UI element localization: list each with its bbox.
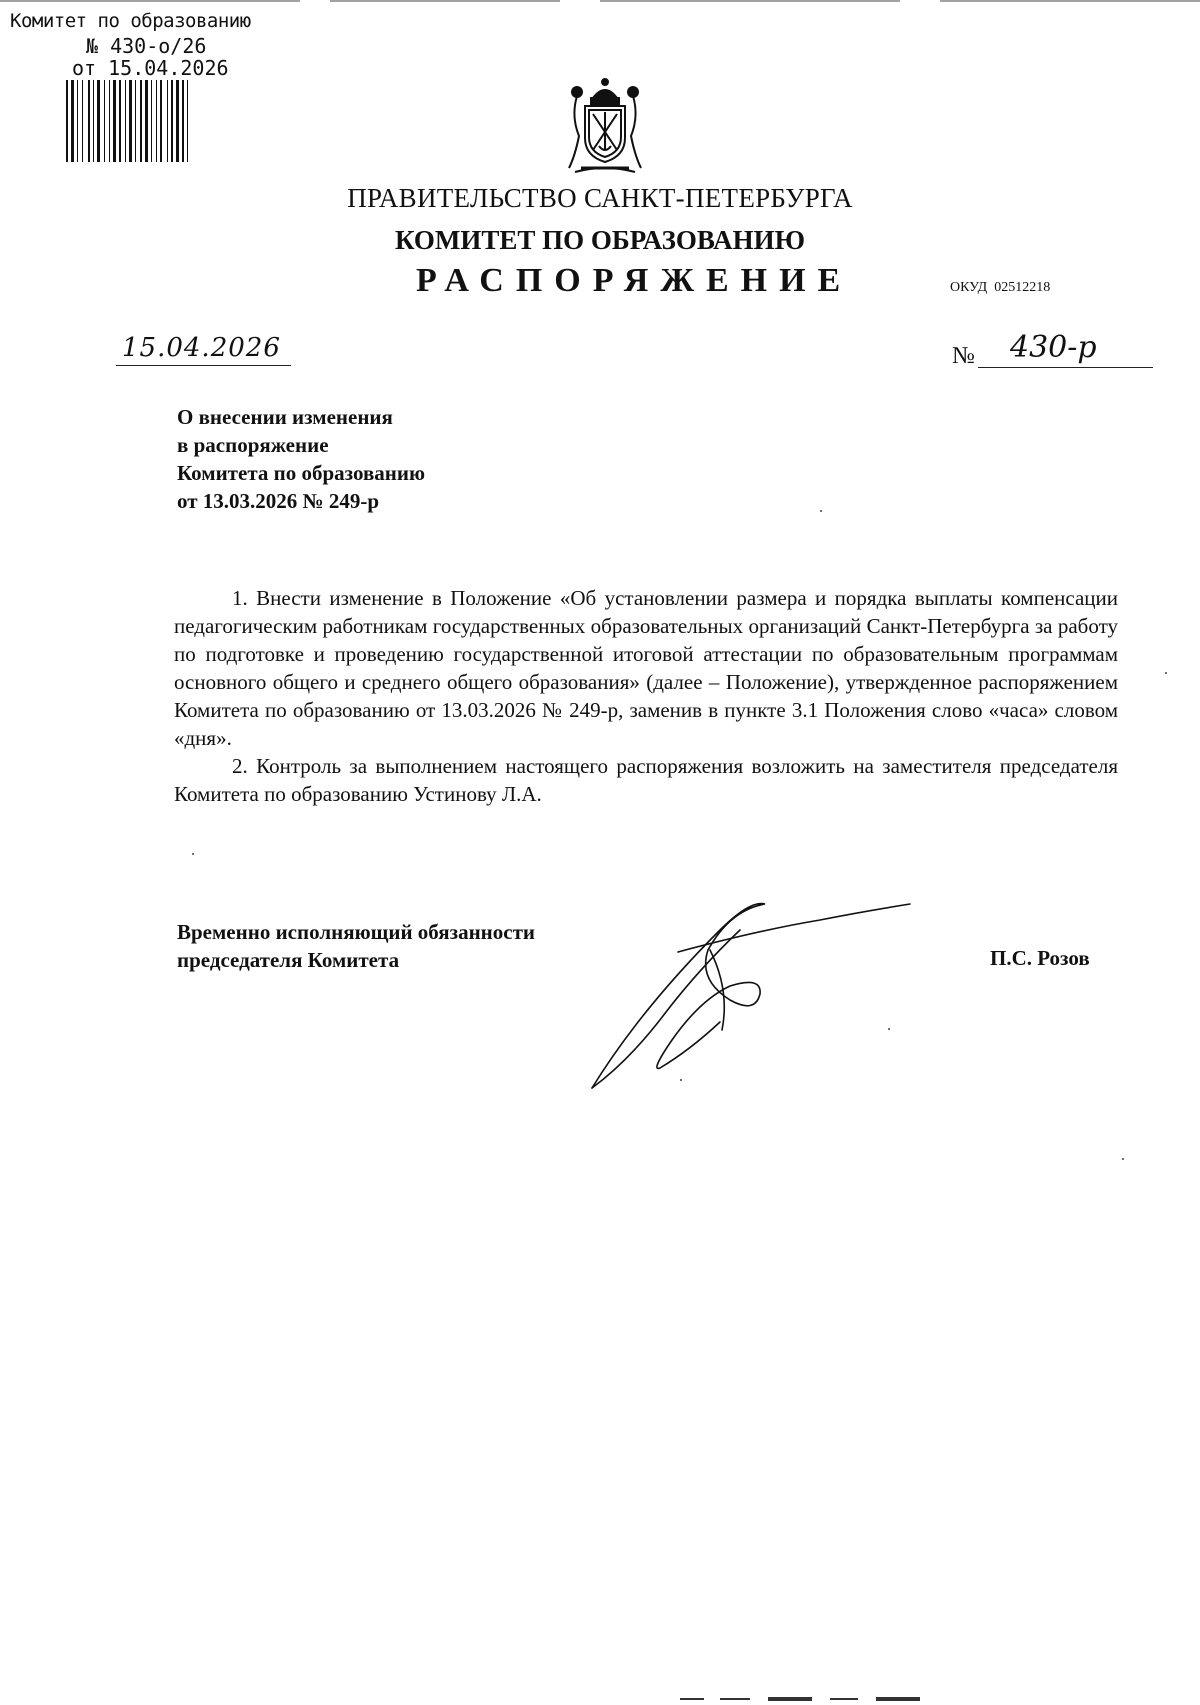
government-title: ПРАВИТЕЛЬСТВО САНКТ-ПЕТЕРБУРГА [347,183,853,213]
scan-speck [680,1079,682,1081]
scan-speck [888,1028,890,1030]
subject-line: в распоряжение [177,433,329,457]
number-label: № [952,343,975,369]
scan-speck [192,853,194,855]
subject-line: Комитета по образованию [177,461,426,485]
document-type-title: РАСПОРЯЖЕНИЕ [416,262,853,299]
document-body [174,584,1118,808]
scan-bottom-edge [680,1697,940,1701]
okud-value: 02512218 [994,280,1051,295]
scan-speck [1165,672,1167,674]
number-underline [978,367,1153,368]
handwritten-signature [580,890,920,1100]
stamp-organization: Комитет по образованию [10,10,251,32]
handwritten-number: 430-р [1010,330,1097,365]
subject-line: от 13.03.2026 № 249-р [177,489,380,513]
subject-line: О внесении изменения [177,405,393,429]
scan-top-edge [0,0,1200,2]
body-paragraph-1: 1. Внести изменение в Положение «Об установлении размера и порядка выплаты компенсации педагогическим работникам государственных образовательных организаций Санкт-Петербурга за работу по подготовке и проведению государственной итоговой аттестации по образовательным программам основного общего и среднего общего образования» (далее – Положение), утвержденное распоряжением Комитета по образованию от 13.03.2026 № 249-р, заменив в пункте 3.1 Положения слово «часа» словом «дня». [174,586,1118,750]
st-petersburg-coat-of-arms-icon [555,76,655,176]
okud-label: ОКУД [950,280,988,295]
date-underline [116,365,291,366]
signatory-position [177,918,535,974]
position-line: председателя Комитета [177,948,400,972]
okud-code [950,280,1050,296]
scan-speck [820,510,822,512]
barcode-icon [66,80,221,162]
document-subject [177,403,425,515]
scan-speck [1122,1158,1124,1160]
stamp-date: от 15.04.2026 [72,56,229,80]
committee-title: КОМИТЕТ ПО ОБРАЗОВАНИЮ [394,225,806,255]
stamp-number: № 430-о/26 [86,34,207,58]
body-paragraph-2: 2. Контроль за выполнением настоящего распоряжения возложить на заместителя председателя Комитета по образованию Устинову Л.А. [174,754,1118,806]
position-line: Временно исполняющий обязанности [177,920,536,944]
signatory-name: П.С. Розов [990,946,1090,970]
handwritten-date: 15.04.2026 [122,333,281,363]
